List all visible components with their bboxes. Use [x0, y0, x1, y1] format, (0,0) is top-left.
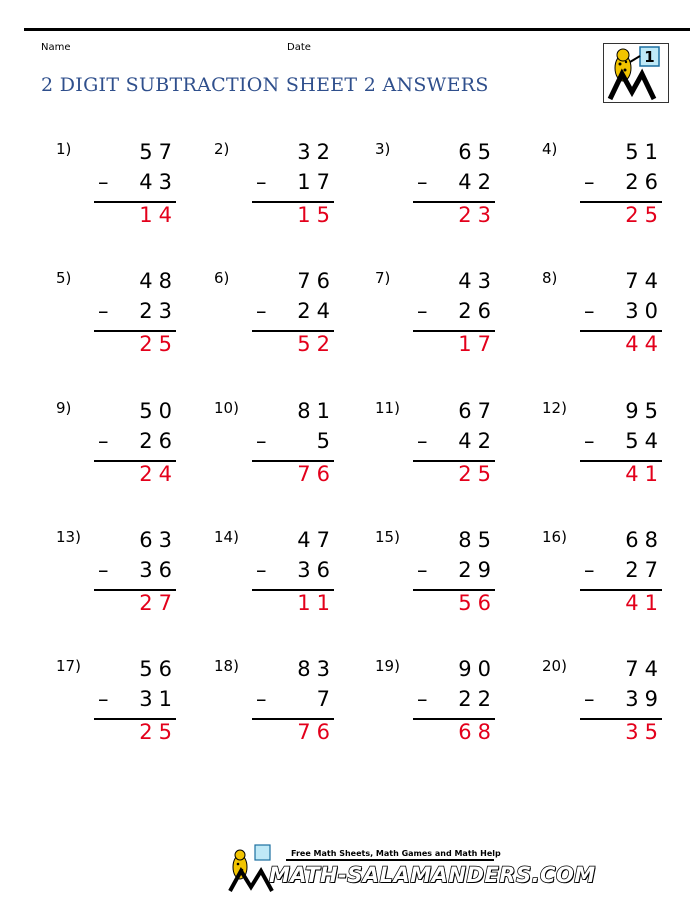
answer: 41: [625, 591, 664, 615]
problem-number: 12): [542, 399, 567, 417]
answer: 52: [297, 332, 336, 356]
answer: 68: [458, 720, 497, 744]
minus-sign: –: [256, 429, 267, 453]
minuend: 74: [625, 657, 664, 681]
answer: 25: [458, 462, 497, 486]
minus-sign: –: [98, 687, 109, 711]
problem-number: 1): [56, 140, 72, 158]
subtrahend: 39: [625, 687, 664, 711]
problem-number: 20): [542, 657, 567, 675]
subtrahend: 42: [458, 170, 497, 194]
minus-sign: –: [256, 687, 267, 711]
subtrahend: 54: [625, 429, 664, 453]
minuend: 48: [139, 269, 178, 293]
problem-2: [214, 140, 344, 250]
problem-19: [375, 657, 505, 767]
minus-sign: –: [584, 299, 595, 323]
answer: 25: [139, 720, 178, 744]
problem-number: 16): [542, 528, 567, 546]
problem-number: 10): [214, 399, 239, 417]
problem-number: 19): [375, 657, 400, 675]
problem-17: [56, 657, 186, 767]
minus-sign: –: [417, 170, 428, 194]
minus-sign: –: [584, 170, 595, 194]
minuend: 85: [458, 528, 497, 552]
problem-6: [214, 269, 344, 379]
subtrahend: 36: [139, 558, 178, 582]
minuend: 76: [297, 269, 336, 293]
problem-number: 7): [375, 269, 391, 287]
problem-number: 13): [56, 528, 81, 546]
salamander-footer-icon: [227, 843, 275, 893]
subtrahend: 5: [316, 429, 336, 453]
footer-rule: [286, 859, 494, 861]
answer: 76: [297, 720, 336, 744]
minuend: 51: [625, 140, 664, 164]
date-label: Date: [287, 42, 311, 53]
problem-15: [375, 528, 505, 638]
minuend: 32: [297, 140, 336, 164]
minus-sign: –: [584, 429, 595, 453]
problem-14: [214, 528, 344, 638]
subtrahend: 30: [625, 299, 664, 323]
minus-sign: –: [417, 299, 428, 323]
problem-9: [56, 399, 186, 509]
problem-20: [542, 657, 672, 767]
subtrahend: 26: [458, 299, 497, 323]
problem-7: [375, 269, 505, 379]
problem-8: [542, 269, 672, 379]
subtrahend: 43: [139, 170, 178, 194]
minus-sign: –: [417, 687, 428, 711]
minuend: 83: [297, 657, 336, 681]
subtrahend: 27: [625, 558, 664, 582]
problem-number: 5): [56, 269, 72, 287]
problem-number: 17): [56, 657, 81, 675]
problem-number: 14): [214, 528, 239, 546]
problem-number: 11): [375, 399, 400, 417]
minuend: 43: [458, 269, 497, 293]
minuend: 57: [139, 140, 178, 164]
answer: 23: [458, 203, 497, 227]
footer-logo: [227, 843, 275, 893]
problem-10: [214, 399, 344, 509]
top-rule: [24, 28, 690, 31]
minuend: 47: [297, 528, 336, 552]
problem-3: [375, 140, 505, 250]
answer: 44: [625, 332, 664, 356]
problem-12: [542, 399, 672, 509]
problem-number: 8): [542, 269, 558, 287]
answer: 17: [458, 332, 497, 356]
minus-sign: –: [98, 170, 109, 194]
footer-tagline: Free Math Sheets, Math Games and Math Help: [291, 849, 501, 858]
minuend: 95: [625, 399, 664, 423]
answer: 35: [625, 720, 664, 744]
minuend: 74: [625, 269, 664, 293]
problem-number: 4): [542, 140, 558, 158]
minus-sign: –: [98, 429, 109, 453]
salamander-icon: [604, 44, 668, 102]
problem-number: 6): [214, 269, 230, 287]
answer: 56: [458, 591, 497, 615]
subtrahend: 26: [625, 170, 664, 194]
subtrahend: 31: [139, 687, 178, 711]
subtrahend: 42: [458, 429, 497, 453]
problem-4: [542, 140, 672, 250]
minus-sign: –: [256, 558, 267, 582]
answer: 41: [625, 462, 664, 486]
minuend: 50: [139, 399, 178, 423]
minus-sign: –: [417, 429, 428, 453]
minuend: 90: [458, 657, 497, 681]
page-title: 2 DIGIT SUBTRACTION SHEET 2 ANSWERS: [41, 74, 489, 96]
subtrahend: 23: [139, 299, 178, 323]
minus-sign: –: [256, 170, 267, 194]
minus-sign: –: [98, 558, 109, 582]
footer-brand: MATH-SALAMANDERS.COM: [269, 863, 596, 887]
problem-number: 2): [214, 140, 230, 158]
answer: 24: [139, 462, 178, 486]
problem-number: 18): [214, 657, 239, 675]
minus-sign: –: [256, 299, 267, 323]
name-label: Name: [41, 42, 71, 53]
answer: 76: [297, 462, 336, 486]
subtrahend: 24: [297, 299, 336, 323]
subtrahend: 26: [139, 429, 178, 453]
answer: 25: [139, 332, 178, 356]
answer: 27: [139, 591, 178, 615]
answer: 15: [297, 203, 336, 227]
minus-sign: –: [584, 687, 595, 711]
answer: 14: [139, 203, 178, 227]
subtrahend: 36: [297, 558, 336, 582]
subtrahend: 29: [458, 558, 497, 582]
minus-sign: –: [584, 558, 595, 582]
minuend: 63: [139, 528, 178, 552]
minuend: 68: [625, 528, 664, 552]
problem-number: 15): [375, 528, 400, 546]
logo-digit: 1: [644, 48, 655, 66]
subtrahend: 22: [458, 687, 497, 711]
minuend: 65: [458, 140, 497, 164]
minuend: 67: [458, 399, 497, 423]
minus-sign: –: [98, 299, 109, 323]
problem-1: [56, 140, 186, 250]
salamander-logo: [603, 43, 669, 103]
problem-13: [56, 528, 186, 638]
problem-18: [214, 657, 344, 767]
subtrahend: 17: [297, 170, 336, 194]
minus-sign: –: [417, 558, 428, 582]
problem-number: 3): [375, 140, 391, 158]
problem-11: [375, 399, 505, 509]
answer: 25: [625, 203, 664, 227]
problem-number: 9): [56, 399, 72, 417]
minuend: 81: [297, 399, 336, 423]
problem-16: [542, 528, 672, 638]
subtrahend: 7: [316, 687, 336, 711]
minuend: 56: [139, 657, 178, 681]
problem-5: [56, 269, 186, 379]
answer: 11: [297, 591, 336, 615]
